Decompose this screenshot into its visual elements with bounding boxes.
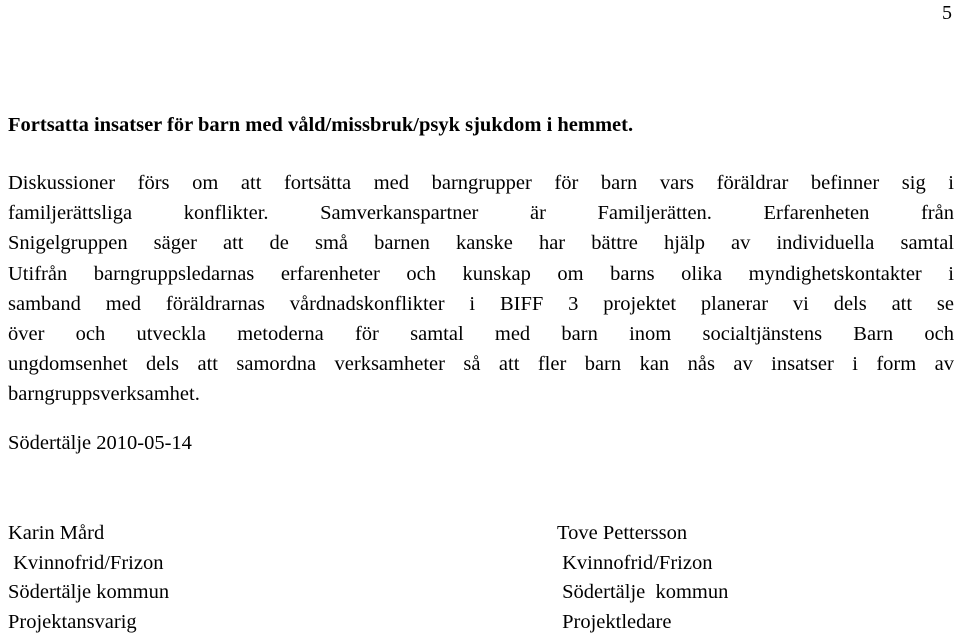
paragraph-line: ungdomsenhet dels att samordna verksamheter så att fler barn kan nås av insatser i form av <box>8 349 954 379</box>
paragraph-line: Utifrån barngruppsledarnas erfarenheter och kunskap om barns olika myndighetskontakter i <box>8 259 954 289</box>
signature-block-left <box>8 519 169 637</box>
paragraph-line: Snigelgruppen säger att de små barnen kanske har bättre hjälp av individuella samtal <box>8 228 954 258</box>
body-paragraph <box>8 168 954 410</box>
paragraph-line: Diskussioner förs om att fortsätta med barngrupper för barn vars föräldrar befinner sig i <box>8 168 954 198</box>
paragraph-line: familjerättsliga konflikter. Samverkanspartner är Familjerätten. Erfarenheten från <box>8 198 954 228</box>
page-number: 5 <box>942 2 952 25</box>
signature-block-right <box>557 519 728 637</box>
section-heading: Fortsatta insatser för barn med våld/missbruk/psyk sjukdom i hemmet. <box>8 114 633 137</box>
signer-name: Karin Mård <box>8 519 169 549</box>
paragraph-line: barngruppsverksamhet. <box>8 379 954 409</box>
signer-org: Kvinnofrid/Frizon <box>557 549 728 579</box>
signer-role: Projektledare <box>557 608 728 637</box>
signer-municipality: Södertälje kommun <box>8 578 169 608</box>
date-line: Södertälje 2010-05-14 <box>8 432 192 455</box>
signer-municipality: Södertälje kommun <box>557 578 728 608</box>
signer-role: Projektansvarig <box>8 608 169 637</box>
paragraph-line: över och utveckla metoderna för samtal med barn inom socialtjänstens Barn och <box>8 319 954 349</box>
signer-org: Kvinnofrid/Frizon <box>8 549 169 579</box>
signer-name: Tove Pettersson <box>557 519 728 549</box>
paragraph-line: samband med föräldrarnas vårdnadskonflikter i BIFF 3 projektet planerar vi dels att se <box>8 289 954 319</box>
